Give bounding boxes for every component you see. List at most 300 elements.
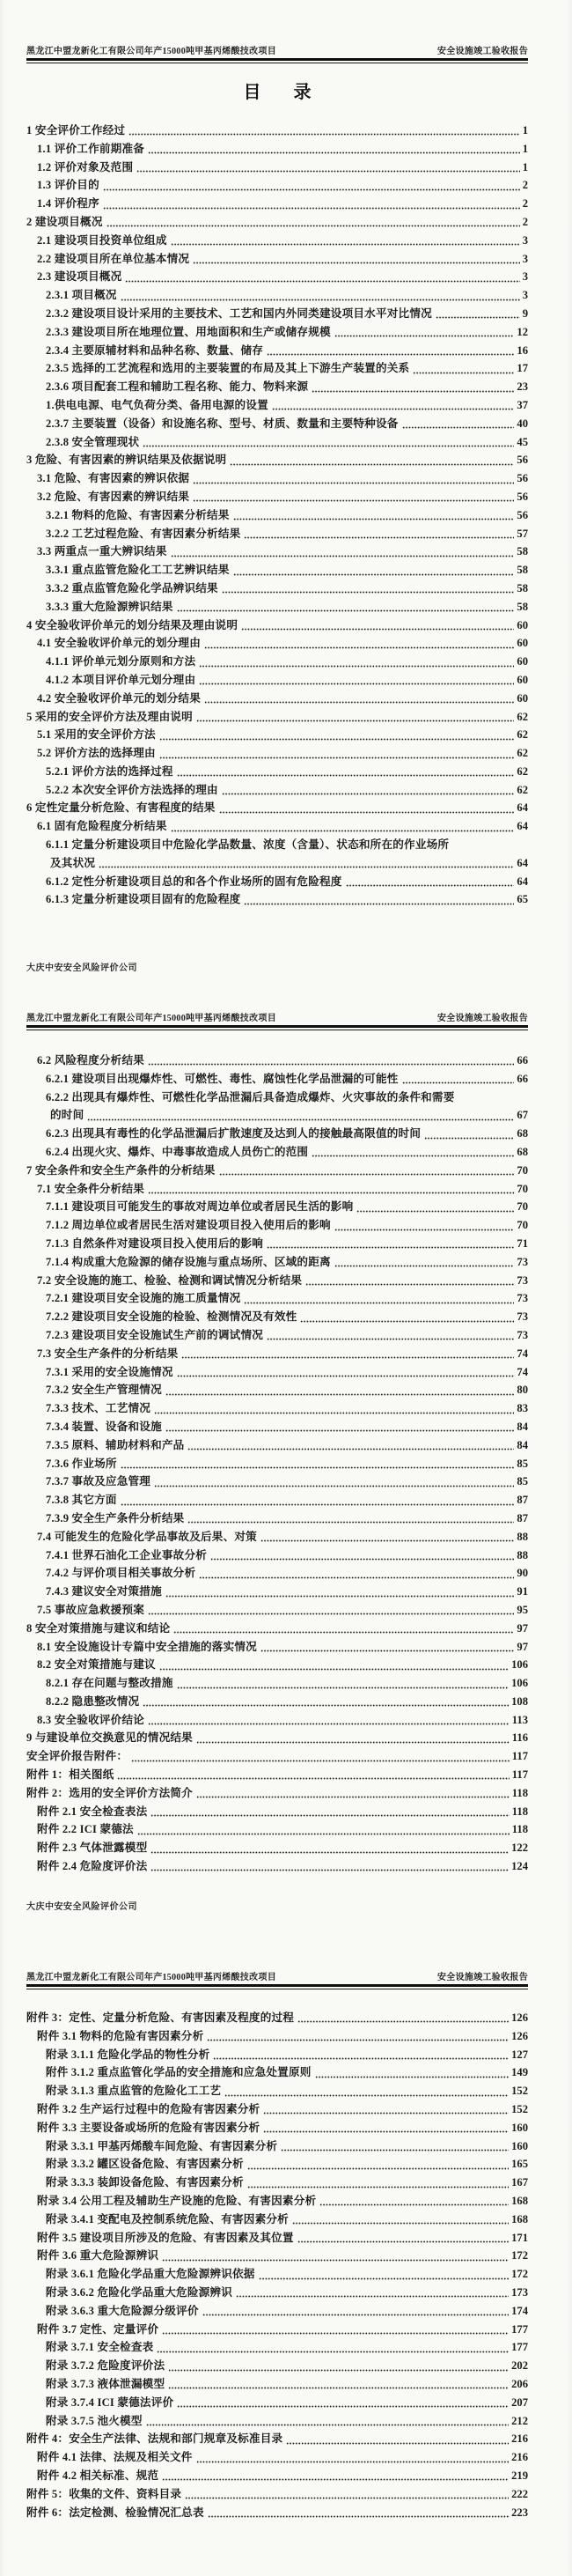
toc-entry [26,506,528,525]
toc-entry-page-number: 177 [511,2322,528,2336]
toc-entry-page-number: 97 [517,1621,528,1635]
toc-entry [26,2448,528,2467]
toc-entry [26,671,528,690]
toc-list-page-3 [26,2009,528,2521]
toc-entry [26,525,528,543]
toc-entry [26,2412,528,2431]
dot-leader [148,1607,514,1620]
toc-entry-page-number: 83 [517,1402,528,1415]
dot-leader [208,2509,509,2521]
toc-entry-text: 附录 3.6.3 重大危险源分级评价 [46,2304,199,2317]
toc-entry-text: 3.3 两重点一重大辨识结果 [37,545,167,558]
toc-entry [26,2375,528,2394]
toc-entry-page-number: 216 [511,2432,528,2446]
toc-entry-text: 7.1.2 周边单位或者居民生活对建设项目投入使用后的影响 [46,1219,331,1232]
toc-entry-page-number: 219 [511,2469,528,2482]
toc-entry [26,2192,528,2211]
toc-entry-text: 7.4.3 建议安全对策措施 [46,1585,162,1598]
toc-entry [26,598,528,616]
toc-entry-text: 1.1 评价工作前期准备 [37,142,145,155]
dot-leader [171,238,520,250]
toc-entry [26,1235,528,1253]
dot-leader [260,1643,514,1656]
toc-entry-text: 附件 2.3 气体泄露模型 [37,1842,148,1855]
toc-entry-page-number: 73 [517,1328,528,1341]
toc-entry-text: 4.1 安全验收评价单元的划分理由 [37,637,202,650]
toc-entry [26,2302,528,2321]
dot-leader [312,384,514,396]
toc-entry-text: 2.3.2 建设项目设计采用的主要技术、工艺和国内外同类建设项目水平对比情况 [46,306,432,320]
toc-entry-text: 附件 4.2 相关标准、规范 [37,2469,159,2482]
toc-entry-page-number: 87 [517,1494,528,1507]
toc-entry-page-number: 85 [517,1475,528,1488]
dot-leader [177,2400,509,2412]
dot-leader [159,1662,509,1674]
toc-entry-text: 6.2.4 出现火灾、爆炸、中毒事故造成人员伤亡的范围 [46,1145,309,1158]
toc-entry-text: 附件 2.1 安全检查表法 [37,1805,148,1818]
dot-leader [121,1460,515,1473]
toc-entry-page-number: 56 [517,508,528,521]
toc-entry-page-number: 71 [517,1236,528,1250]
toc-entry-page-number: 88 [517,1548,528,1561]
toc-entry-text: 9 与建设单位交换意见的情况结果 [26,1731,193,1745]
toc-entry-page-number: 37 [517,398,528,411]
toc-entry [26,1089,528,1107]
toc-entry-text: 7.4.1 世界石油化工企业事故分析 [46,1548,208,1561]
dot-leader [143,1699,509,1711]
toc-entry-page-number: 12 [517,325,528,338]
toc-entry [26,1766,528,1784]
toc-entry-page-number: 56 [517,490,528,503]
dot-leader [267,1332,514,1345]
toc-entry-page-number: 3 [522,289,528,302]
toc-entry [26,1326,528,1345]
dot-leader [150,1808,509,1820]
toc-entry-page-number: 172 [511,2268,528,2281]
toc-entry [26,1784,528,1803]
toc-entry [26,1583,528,1601]
toc-entry-page-number: 126 [511,2029,528,2042]
dot-leader [187,1443,514,1455]
toc-entry [26,2229,528,2248]
toc-entry [26,359,528,378]
toc-entry-page-number: 74 [517,1347,528,1360]
toc-entry [26,1528,528,1546]
toc-entry-page-number: 1 [522,124,528,137]
dot-leader [207,2033,509,2046]
toc-entry-text: 3.3.3 重大危险源辨识结果 [46,600,173,613]
dot-leader [143,439,514,451]
toc-entry [26,140,528,159]
dot-leader [162,2326,509,2338]
toc-entry [26,195,528,213]
toc-entry-page-number: 66 [517,1054,528,1067]
dot-leader [236,2290,509,2302]
toc-entry-page-number: 85 [517,1457,528,1470]
dot-leader [247,2161,509,2174]
dot-leader [356,1204,514,1216]
toc-entry-text: 7.2.1 建设项目安全设施的施工质量情况 [46,1292,241,1305]
toc-entry-page-number: 2 [522,197,528,210]
dot-leader [146,2417,509,2430]
dot-leader [219,1168,515,1180]
toc-entry-text: 8.2.2 隐患整改情况 [46,1694,140,1708]
toc-entry-text: 附件 3.7 定性、定量评价 [37,2322,159,2336]
toc-entry [26,1070,528,1089]
toc-entry-text: 附录 3.7.3 液体泄漏模型 [46,2377,165,2390]
toc-entry [26,561,528,579]
toc-entry-text: 2.3 建设项目概况 [37,270,122,284]
toc-entry [26,817,528,836]
toc-entry [26,1455,528,1473]
dot-leader [247,2180,509,2192]
toc-entry [26,1308,528,1326]
toc-entry [26,2394,528,2412]
toc-entry-page-number: 1 [522,160,528,173]
toc-entry [26,415,528,433]
toc-entry-text: 7.2.2 建设项目安全设施的检验、检测情况及有效性 [46,1310,297,1324]
toc-entry-page-number: 171 [511,2231,528,2244]
toc-entry-text: 附件 5：收集的文件、资料目录 [26,2487,182,2500]
toc-entry-page-number: 118 [511,1805,528,1818]
toc-entry [26,2430,528,2448]
toc-entry-text: 3.2.2 工艺过程危险、有害因素分析结果 [46,527,241,540]
toc-entry-text: 7.4.2 与评价项目相关事故分析 [46,1567,196,1580]
toc-entry-page-number: 64 [517,820,528,833]
dot-leader [162,2473,509,2485]
toc-entry [26,2119,528,2137]
toc-entry [26,1857,528,1876]
toc-entry-text: 6.2 风险程度分析结果 [37,1054,145,1067]
toc-entry-page-number: 202 [511,2359,528,2373]
toc-entry [26,2174,528,2192]
dot-leader [159,732,515,744]
toc-entry-page-number: 62 [517,747,528,760]
toc-entry-text: 7.3 安全生产条件的分析结果 [37,1347,179,1360]
toc-entry [26,159,528,177]
toc-entry [26,616,528,635]
toc-entry-text: 3 危险、有害因素的辨识结果及依据说明 [26,454,227,467]
toc-entry-page-number: 57 [517,527,528,540]
dot-leader [148,146,520,159]
dot-leader [173,1626,514,1638]
toc-entry-text: 8.2.1 存在问题与整改措施 [46,1677,173,1690]
toc-entry-text: 2 建设项目概况 [26,215,103,228]
dot-leader [263,2125,509,2137]
toc-entry [26,1399,528,1418]
dot-leader [148,1058,514,1070]
page-header [26,46,528,57]
toc-entry-text: 7.3.5 原料、辅助材料和产品 [46,1438,185,1451]
toc-entry [26,634,528,653]
toc-entry-text: 附件 3.1.2 重点监管化学品的安全措施和应急处置原则 [46,2066,312,2079]
dot-leader [193,476,514,488]
toc-entry [26,1143,528,1162]
toc-entry-page-number: 60 [517,618,528,631]
toc-entry [26,378,528,396]
toc-entry-page-number: 165 [511,2158,528,2171]
toc-entry-text: 附录 3.7.5 池火模型 [46,2414,143,2427]
toc-entry [26,2100,528,2119]
dot-leader [196,1735,510,1747]
dot-leader [267,347,514,359]
header-project-title: 黑龙江中盟龙新化工有限公司年产15000吨甲基丙烯酸技改项目 [26,1973,276,1982]
header-report-title: 安全设施竣工验收报告 [437,47,528,56]
toc-entry-text: 的时间 [50,1109,84,1122]
toc-entry-page-number: 73 [517,1273,528,1287]
toc-entry-page-number: 223 [511,2506,528,2519]
dot-leader [159,750,515,763]
toc-entry-text: 2.3.5 选择的工艺流程和选用的主要装置的布局及其上下游生产装置的关系 [46,362,410,375]
toc-entry-page-number: 160 [511,2121,528,2134]
toc-entry-text: 7.3.2 安全生产管理情况 [46,1384,162,1397]
toc-entry [26,1638,528,1657]
toc-entry-text: 附录 3.3.1 甲基丙烯酸车间危险、有害因素分析 [46,2139,278,2152]
toc-entry-page-number: 62 [517,710,528,723]
toc-entry [26,708,528,727]
toc-entry-page-number: 152 [511,2102,528,2115]
toc-entry-page-number: 1 [522,142,528,155]
dot-leader [213,2051,509,2063]
dot-leader [222,586,515,598]
dot-leader [121,292,520,305]
dot-leader [181,1351,514,1363]
toc-entry [26,781,528,800]
toc-entry [26,2137,528,2156]
toc-entry-text: 7.3.1 采用的安全设施情况 [46,1365,173,1378]
toc-entry-text: 1.2 评价对象及范围 [37,160,134,173]
toc-entry-page-number: 64 [517,801,528,815]
dot-leader [131,1753,510,1766]
toc-entry-page-number: 88 [517,1530,528,1543]
dot-leader [148,1716,510,1729]
toc-entry-text: 附录 3.7.2 危险度评价法 [46,2359,165,2373]
toc-entry-text: 4.1.2 本项目评价单元划分理由 [46,673,196,686]
toc-entry-page-number: 65 [517,893,528,906]
toc-entry-text: 8.1 安全设施设计专篇中安全措施的落实情况 [37,1640,257,1653]
page-footer: 大庆中安安全风险评价公司 [26,963,137,973]
toc-entry [26,1803,528,1821]
toc-entry [26,2027,528,2046]
page-title: 目 录 [243,83,326,102]
toc-entry-continuation [26,1106,528,1125]
toc-entry [26,250,528,269]
dot-leader [286,2436,509,2448]
toc-entry [26,1125,528,1143]
toc-entry-page-number: 68 [517,1145,528,1158]
dot-leader [150,1845,509,1857]
toc-entry-page-number: 45 [517,435,528,448]
toc-entry-page-number: 3 [522,233,528,247]
toc-entry-page-number: 149 [511,2066,528,2079]
dot-leader [199,1570,514,1583]
toc-entry-text: 4 安全验收评价单元的划分结果及理由说明 [26,618,238,631]
toc-entry-text: 7.4 可能发生的危险化学品事故及后果、对策 [37,1530,257,1543]
dot-leader [334,1259,515,1272]
toc-entry-text: 5.1 采用的安全评价方法 [37,728,156,742]
dot-leader [259,2271,510,2284]
toc-entry-text: 4.2 安全验收评价单元的划分结果 [37,691,202,705]
toc-entry [26,2063,528,2082]
toc-entry-page-number: 62 [517,783,528,796]
toc-entry-page-number: 207 [511,2395,528,2409]
dot-leader [402,421,515,433]
toc-entry [26,1674,528,1693]
dot-leader [334,329,515,342]
toc-entry [26,1839,528,1857]
toc-entry-page-number: 17 [517,362,528,375]
dot-leader [402,1076,515,1089]
dot-leader [319,2198,509,2211]
header-project-title: 黑龙江中盟龙新化工有限公司年产15000吨甲基丙烯酸技改项目 [26,1014,276,1023]
toc-entry-text: 3.3.1 重点监管危险化工工艺辨识结果 [46,564,230,577]
dot-leader [297,2234,509,2247]
dot-leader [171,823,515,836]
toc-entry-text: 附件 2.4 危险度评价法 [37,1860,148,1873]
dot-leader [199,659,514,671]
toc-entry [26,1180,528,1199]
toc-entry-text: 6 定性定量分析危险、有害程度的结果 [26,801,216,815]
toc-entry-page-number: 177 [511,2341,528,2354]
toc-entry-text: 5.2.1 评价方法的选择过程 [46,764,173,778]
toc-entry-page-number: 70 [517,1163,528,1177]
toc-entry [26,1198,528,1216]
dot-leader [413,365,514,378]
toc-entry-text: 附录 3.6.2 危险化学品重大危险源辨识 [46,2285,232,2299]
dot-leader [202,2308,509,2321]
toc-entry [26,543,528,561]
toc-entry-text: 2.3.1 项目概况 [46,289,117,302]
toc-entry-text: 2.1 建设项目投资单位组成 [37,233,167,247]
toc-entry [26,873,528,891]
toc-entry [26,1345,528,1363]
toc-entry-text: 7.2 安全设施的施工、检验、检测和调试情况分析结果 [37,1273,303,1287]
toc-entry [26,2211,528,2229]
toc-entry-page-number: 117 [511,1750,528,1763]
dot-leader [165,1589,515,1601]
toc-entry [26,1620,528,1638]
toc-entry-text: 附录 3.7.4 ICI 蒙德法评价 [46,2395,174,2409]
toc-entry-text: 安全评价报告附件： [26,1750,128,1763]
toc-entry-text: 7.5 事故应急救援预案 [37,1603,145,1616]
toc-entry-text: 附件 3.5 建设项目所涉及的危险、有害因素及其位置 [37,2231,294,2244]
dot-leader [267,1241,514,1253]
dot-leader [196,713,514,726]
toc-entry-text: 及其状况 [50,856,96,869]
dot-leader [168,2363,509,2375]
toc-entry-text: 5.2.2 本次安全评价方法选择的理由 [46,783,218,796]
toc-entry-page-number: 168 [511,2194,528,2207]
toc-entry-text: 2.3.6 项目配套工程和辅助工程名称、能力、物料来源 [46,380,309,394]
toc-entry-page-number: 64 [517,875,528,888]
toc-entry [26,1253,528,1272]
toc-entry-text: 附件 3.2 生产运行过程中的危险有害因素分析 [37,2102,260,2115]
toc-entry-text: 7.3.7 事故及应急管理 [46,1475,151,1488]
dot-leader [196,1790,510,1803]
header-report-title: 安全设施竣工验收报告 [437,1014,528,1023]
toc-entry-page-number: 116 [511,1731,528,1745]
toc-entry-page-number: 91 [517,1585,528,1598]
toc-entry-page-number: 58 [517,600,528,613]
toc-entry-page-number: 3 [522,252,528,265]
dot-leader [204,696,514,708]
toc-entry-page-number: 152 [511,2085,528,2098]
toc-entry-page-number: 117 [511,1768,528,1782]
toc-entry-text: 6.2.3 出现具有毒性的化学品泄漏后扩散速度及达到人的接触最高限值的时间 [46,1127,422,1140]
dot-leader [177,1369,515,1381]
dot-leader [106,219,520,232]
toc-entry-page-number: 84 [517,1438,528,1451]
toc-entry-page-number: 62 [517,728,528,742]
toc-entry-page-number: 206 [511,2377,528,2390]
dot-leader [424,1131,514,1143]
toc-entry [26,1052,528,1070]
toc-entry [26,2082,528,2100]
toc-entry [26,268,528,286]
toc-entry [26,1747,528,1766]
toc-list-page-1 [26,122,528,909]
toc-entry-page-number: 118 [511,1786,528,1799]
dot-leader [281,2143,509,2155]
header-project-title: 黑龙江中盟龙新化工有限公司年产15000吨甲基丙烯酸技改项目 [26,47,276,56]
toc-entry-text: 3.2.1 物料的危险、有害因素分析结果 [46,508,230,521]
dot-leader [137,1827,510,1839]
toc-entry-text: 7.3.8 其它方面 [46,1494,117,1507]
toc-entry-page-number: 87 [517,1511,528,1524]
toc-entry-text: 3.2 危险、有害因素的辨识结果 [37,490,190,503]
toc-entry [26,1729,528,1747]
toc-entry-page-number: 84 [517,1420,528,1433]
toc-entry-page-number: 16 [517,343,528,357]
dot-leader [312,1149,514,1162]
toc-entry-text: 附件 2.2 ICI 蒙德法 [37,1823,134,1836]
toc-entry-page-number: 74 [517,1365,528,1378]
toc-entry-page-number: 160 [511,2139,528,2152]
dot-leader [177,769,515,781]
toc-entry-text: 7.1.4 构成重大危险源的储存设施与重点场所、区域的距离 [46,1255,331,1268]
dot-leader [125,274,519,286]
toc-entry-page-number: 173 [511,2285,528,2299]
dot-leader [121,1497,515,1509]
toc-entry [26,2247,528,2265]
toc-entry-text: 附录 3.6.1 危险化学品重大危险源辨识依据 [46,2268,255,2281]
toc-entry-page-number: 2 [522,215,528,228]
toc-entry [26,122,528,140]
toc-entry-text: 5 采用的安全评价方法及理由说明 [26,710,193,723]
toc-entry-page-number: 58 [517,581,528,594]
toc-entry-page-number: 58 [517,564,528,577]
dot-leader [334,1222,515,1235]
toc-entry-page-number: 66 [517,1072,528,1085]
dot-leader [165,1424,515,1436]
dot-leader [230,457,514,469]
toc-entry [26,1564,528,1583]
toc-entry [26,305,528,323]
toc-entry-text: 附件 2：选用的安全评价方法简介 [26,1786,193,1799]
toc-entry-page-number: 3 [522,270,528,284]
toc-entry-page-number: 56 [517,472,528,485]
toc-entry-text: 附录 3.7.1 安全检查表 [46,2341,154,2354]
toc-entry-page-number: 174 [511,2304,528,2317]
toc-entry [26,323,528,342]
toc-entry-page-number: 62 [517,764,528,778]
toc-list-page-2 [26,1052,528,1876]
toc-entry-text: 附件 4.1 法律、法规及相关文件 [37,2451,193,2464]
toc-entry [26,1162,528,1180]
toc-entry [26,2321,528,2339]
dot-leader [196,2454,510,2467]
toc-entry-page-number: 73 [517,1310,528,1324]
